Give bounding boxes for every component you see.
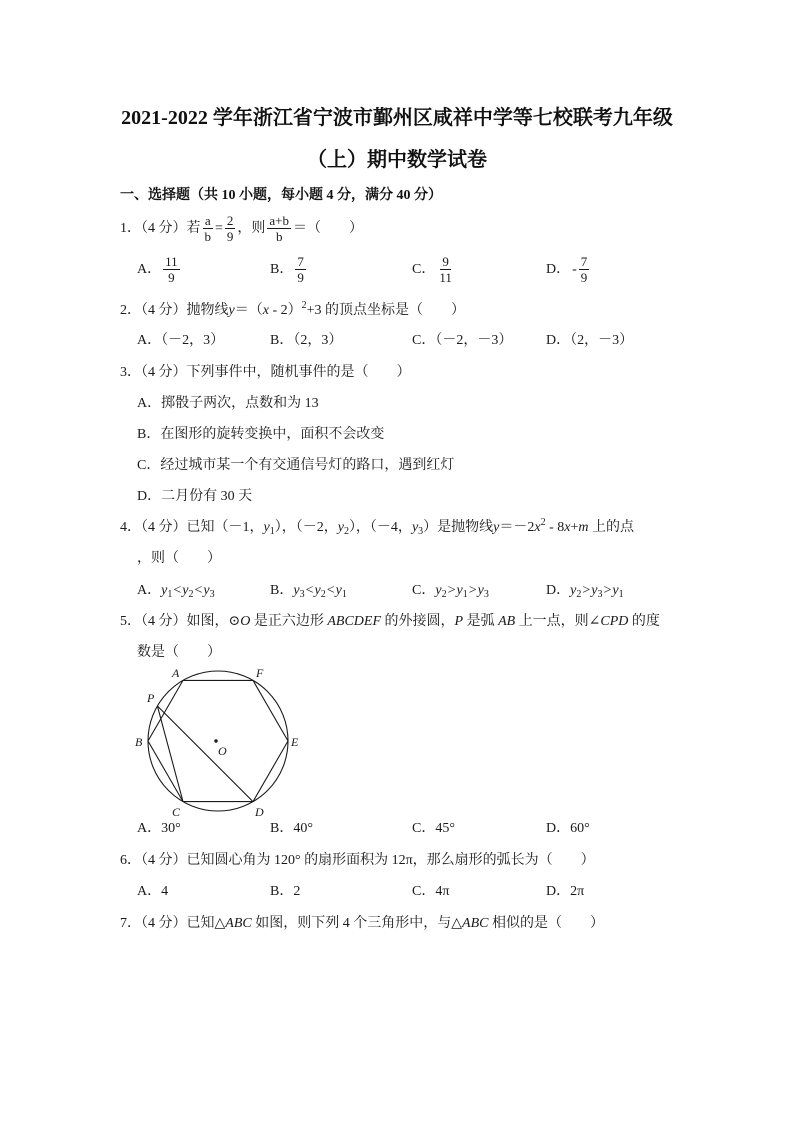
- q4-text: +: [570, 520, 579, 535]
- q4-option-a: [137, 575, 215, 606]
- denominator: 9: [168, 270, 175, 286]
- numerator: 7: [297, 254, 304, 270]
- q5-text: 的度: [628, 614, 660, 629]
- q7-text: 如图，则下列 4 个三角形中，与△: [251, 916, 463, 931]
- q4-text: 4．（4 分）已知（－1，: [120, 520, 264, 535]
- q5-option-c: C．45°: [412, 821, 455, 836]
- subscript: 1: [618, 589, 624, 600]
- comparison-operator: <: [194, 583, 203, 598]
- q3-option-a: A．掷骰子两次，点数和为 13: [137, 396, 319, 411]
- subscript: 2: [188, 589, 194, 600]
- circumscribed-circle: [148, 671, 288, 811]
- numerator: 11: [165, 254, 178, 270]
- fraction-2-over-9: [225, 213, 236, 244]
- variable-y: y: [591, 583, 598, 598]
- q5-option-a: A．30°: [137, 821, 181, 836]
- q1-option-d: [546, 250, 591, 290]
- option-label: C．: [412, 583, 436, 598]
- question-2-options: [0, 325, 700, 356]
- angle-name: CPD: [600, 614, 629, 629]
- q4-text: - 8: [545, 520, 565, 535]
- q4-text: ）是抛物线: [423, 520, 494, 535]
- q2-option-a: A．（－2，3）: [137, 333, 225, 348]
- option-label: D．: [546, 262, 571, 277]
- segment-pd: [157, 706, 253, 802]
- q5-text: 是正六边形: [250, 614, 328, 629]
- label-d: D: [255, 805, 264, 819]
- subscript: 3: [483, 589, 489, 600]
- q2-text: 2．（4 分）抛物线: [120, 303, 229, 318]
- numerator: 9: [442, 254, 449, 270]
- denominator: 9: [226, 229, 234, 245]
- q5-text: 的外接圆，: [381, 614, 455, 629]
- question-4-stem-line-1: [120, 512, 634, 543]
- variable-y: y: [411, 520, 419, 535]
- q5-text: 上一点，则∠: [515, 614, 601, 629]
- variable-y: y: [456, 583, 463, 598]
- label-b: B: [135, 735, 143, 749]
- question-3-stem: 3．（4 分）下列事件中，随机事件的是（ ）: [120, 365, 411, 380]
- subscript: 1: [341, 589, 347, 600]
- q1-text: ，则: [237, 221, 266, 236]
- numerator: a: [204, 213, 211, 229]
- q6-option-d: D．2π: [546, 884, 585, 899]
- q3-option-b: B．在图形的旋转变换中，面积不会改变: [137, 427, 385, 442]
- segment-pc: [157, 706, 183, 802]
- question-5-stem-line-1: [120, 606, 660, 637]
- q4-option-c: [412, 575, 489, 606]
- point-o-name: O: [240, 614, 251, 629]
- q3-option-d: D．二月份有 30 天: [137, 489, 253, 504]
- numerator: 2: [226, 213, 234, 229]
- denominator: 11: [439, 270, 452, 286]
- label-p: P: [147, 691, 155, 705]
- q6-option-c: C．4π: [412, 884, 450, 899]
- variable-y: y: [493, 520, 500, 535]
- point-p-name: P: [454, 614, 464, 629]
- denominator: b: [275, 229, 283, 245]
- comparison-operator: >: [603, 583, 612, 598]
- question-5-stem-line-2: 数是（ ）: [137, 645, 221, 660]
- center-point-o: [214, 739, 217, 742]
- q2-text: - 2）: [268, 303, 302, 318]
- option-fraction: [579, 254, 590, 285]
- variable-x: x: [262, 303, 269, 318]
- option-fraction: [163, 254, 180, 285]
- option-fraction: [437, 254, 454, 285]
- question-5-options: [0, 813, 700, 844]
- option-label: B．: [270, 262, 294, 277]
- q1-option-a: [137, 250, 182, 290]
- exponent: 2: [301, 300, 307, 311]
- q5-text: 是弧: [463, 614, 499, 629]
- q1-text: 1．（4 分）若: [120, 221, 201, 236]
- q6-option-a: A．4: [137, 884, 169, 899]
- variable-y: y: [337, 520, 344, 535]
- variable-y: y: [612, 583, 619, 598]
- variable-y: y: [570, 583, 577, 598]
- minus-sign: -: [572, 262, 577, 277]
- subscript: 2: [576, 589, 582, 600]
- triangle-name: ABC: [462, 916, 489, 931]
- q4-text: ＝－2: [499, 520, 535, 535]
- subscript: 3: [418, 526, 424, 537]
- label-a: A: [172, 666, 180, 680]
- q1-option-b: [270, 250, 308, 290]
- question-1-options: [0, 250, 700, 290]
- exponent: 2: [540, 517, 546, 528]
- q7-text: 相似的是（ ）: [488, 916, 604, 931]
- variable-x: x: [564, 520, 571, 535]
- comparison-operator: <: [173, 583, 182, 598]
- question-5-figure: [128, 664, 303, 822]
- variable-y: y: [161, 583, 168, 598]
- subscript: 1: [462, 589, 468, 600]
- variable-y: y: [203, 583, 210, 598]
- q4-text: 上的点: [588, 520, 635, 535]
- q2-text: +3 的顶点坐标是（ ）: [306, 303, 466, 318]
- q1-option-c: [412, 250, 456, 290]
- arc-name: AB: [498, 614, 516, 629]
- question-6-options: [0, 876, 700, 907]
- q5-option-d: D．60°: [546, 821, 590, 836]
- numerator: 7: [580, 254, 588, 270]
- question-6-stem: 6．（4 分）已知圆心角为 120° 的扇形面积为 12π，那么扇形的弧长为（ ）: [120, 853, 595, 868]
- label-o: O: [218, 744, 227, 758]
- equals-sign: =: [215, 221, 223, 236]
- comparison-operator: >: [447, 583, 456, 598]
- q2-option-d: D．（2，－3）: [546, 333, 634, 348]
- subscript: 3: [597, 589, 603, 600]
- subscript: 3: [209, 589, 215, 600]
- question-7-stem: [120, 908, 604, 939]
- q4-text: ），（－4，: [348, 520, 412, 535]
- comparison-operator: >: [582, 583, 591, 598]
- denominator: b: [204, 229, 211, 245]
- question-2-stem: [120, 295, 465, 326]
- q6-option-b: B．2: [270, 884, 301, 899]
- option-fraction: [295, 254, 306, 285]
- subscript: 1: [167, 589, 173, 600]
- denominator: 9: [297, 270, 304, 286]
- option-label: A．: [137, 262, 162, 277]
- q4-option-d: [546, 575, 624, 606]
- q4-option-b: [270, 575, 347, 606]
- subscript: 2: [320, 589, 326, 600]
- option-label: C．: [412, 262, 436, 277]
- option-label: A．: [137, 583, 162, 598]
- section-heading: 一、选择题（共 10 小题，每小题 4 分，满分 40 分）: [120, 188, 442, 203]
- subscript: 1: [269, 526, 275, 537]
- q3-option-c: C．经过城市某一个有交通信号灯的路口，遇到红灯: [137, 458, 455, 473]
- fraction-a-over-b: [203, 213, 214, 244]
- variable-m: m: [578, 520, 589, 535]
- variable-y: y: [477, 583, 484, 598]
- q2-option-c: C．（－2，－3）: [412, 333, 513, 348]
- q4-text: ），（－2，: [274, 520, 338, 535]
- label-c: C: [172, 805, 181, 819]
- q5-text: 5．（4 分）如图，⊙: [120, 614, 241, 629]
- variable-y: y: [335, 583, 342, 598]
- subscript: 2: [441, 589, 447, 600]
- option-label: D．: [546, 583, 571, 598]
- comparison-operator: <: [305, 583, 314, 598]
- label-e: E: [291, 735, 299, 749]
- variable-y: y: [182, 583, 189, 598]
- denominator: 9: [580, 270, 588, 286]
- comparison-operator: >: [468, 583, 477, 598]
- question-1-stem: [120, 209, 363, 249]
- regular-hexagon: [148, 680, 288, 801]
- comparison-operator: <: [326, 583, 335, 598]
- variable-y: y: [435, 583, 442, 598]
- variable-y: y: [228, 303, 235, 318]
- variable-x: x: [534, 520, 541, 535]
- title-line-2: （上）期中数学试卷: [307, 149, 487, 171]
- fraction-a-plus-b-over-b: [267, 213, 291, 244]
- q2-text: ＝（: [234, 303, 263, 318]
- triangle-name: ABC: [225, 916, 252, 931]
- question-4-stem-line-2: ，则（ ）: [137, 551, 221, 566]
- question-4-options: [0, 575, 700, 606]
- q5-option-b: B．40°: [270, 821, 313, 836]
- q1-text: ＝（ ）: [293, 221, 364, 236]
- subscript: 2: [343, 526, 349, 537]
- variable-y: y: [293, 583, 300, 598]
- subscript: 3: [299, 589, 305, 600]
- variable-y: y: [263, 520, 270, 535]
- label-f: F: [256, 666, 264, 680]
- numerator: a+b: [269, 213, 290, 229]
- q2-option-b: B．（2，3）: [270, 333, 343, 348]
- option-label: B．: [270, 583, 294, 598]
- title-line-1: 2021-2022 学年浙江省宁波市鄞州区咸祥中学等七校联考九年级: [121, 107, 673, 129]
- q7-text: 7．（4 分）已知△: [120, 916, 226, 931]
- variable-y: y: [314, 583, 321, 598]
- hexagon-name: ABCDEF: [327, 614, 382, 629]
